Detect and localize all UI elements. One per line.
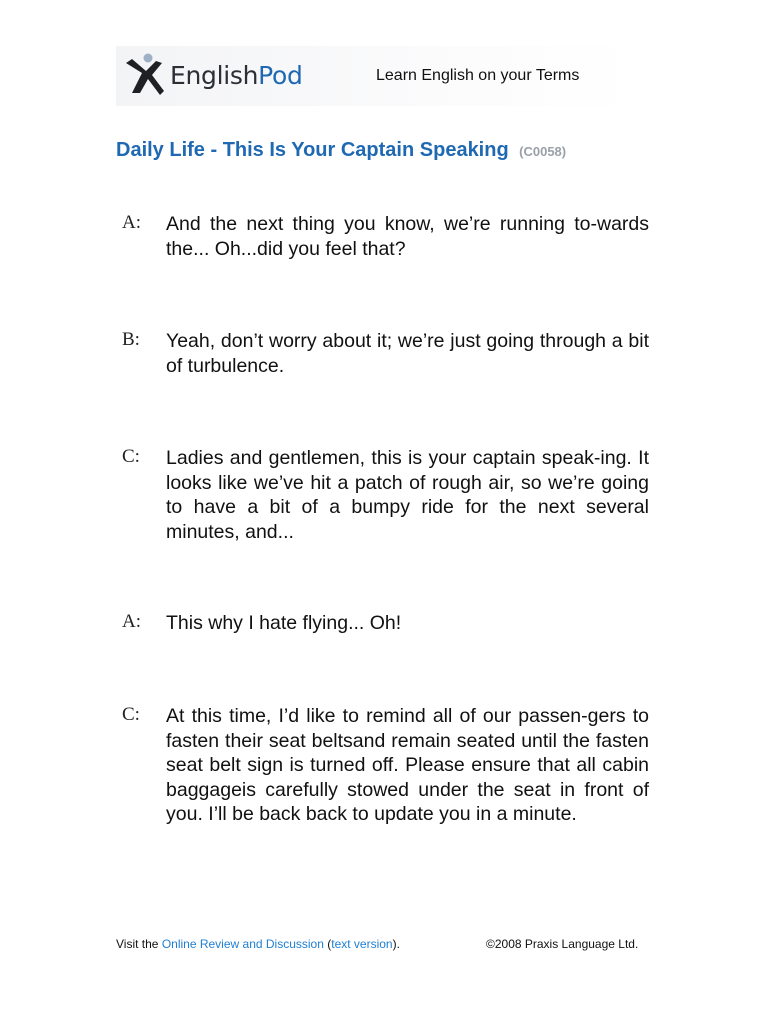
page-title: Daily Life - This Is Your Captain Speaking — [116, 139, 509, 161]
speaker-label: A: — [122, 611, 141, 632]
footer-open-paren: ( — [323, 937, 332, 951]
tagline: Learn English on your Terms — [376, 67, 580, 84]
brand-prefix: English — [170, 60, 259, 90]
speaker-label: B: — [122, 329, 140, 350]
utterance-text: Ladies and gentlemen, this is your captain speak-ing. It looks like we’ve hit a patch of rough air, so we’re going to have a bit of a bumpy ride for the next several minutes, and... — [166, 447, 649, 543]
englishpod-logo[interactable] — [122, 50, 303, 100]
utterance-text: Yeah, don’t worry about it; we’re just going through a bit of turbulence. — [166, 330, 649, 377]
utterance-text: At this time, I’d like to remind all of our passen-gers to fasten their seat beltsand remain seated until the fasten seat belt sign is turned off. Please ensure that all cabin baggageis carefully stowed under the seat in front of you. I’ll be back back to update you in a minute. — [166, 705, 649, 825]
footer-visit-prefix: Visit the — [116, 937, 162, 951]
footer-visit — [116, 937, 400, 951]
speaker-label: C: — [122, 704, 140, 725]
header-banner — [116, 46, 632, 106]
person-logo-icon — [122, 51, 166, 99]
speaker-label: C: — [122, 446, 140, 467]
utterance-text: This why I hate flying... Oh! — [166, 612, 402, 634]
brand-suffix: Pod — [258, 60, 303, 90]
title-row — [116, 139, 566, 162]
copyright-notice: ©2008 Praxis Language Ltd. — [486, 937, 639, 951]
episode-code: (C0058) — [519, 144, 567, 159]
speaker-label: A: — [122, 212, 141, 233]
brand-name — [170, 61, 303, 90]
utterance-text: And the next thing you know, we’re running to-wards the... Oh...did you feel that? — [166, 213, 649, 260]
footer-close-paren: ). — [392, 937, 400, 951]
online-review-link[interactable]: Online Review and Discussion — [161, 937, 324, 951]
text-version-link[interactable]: text version — [331, 937, 393, 951]
